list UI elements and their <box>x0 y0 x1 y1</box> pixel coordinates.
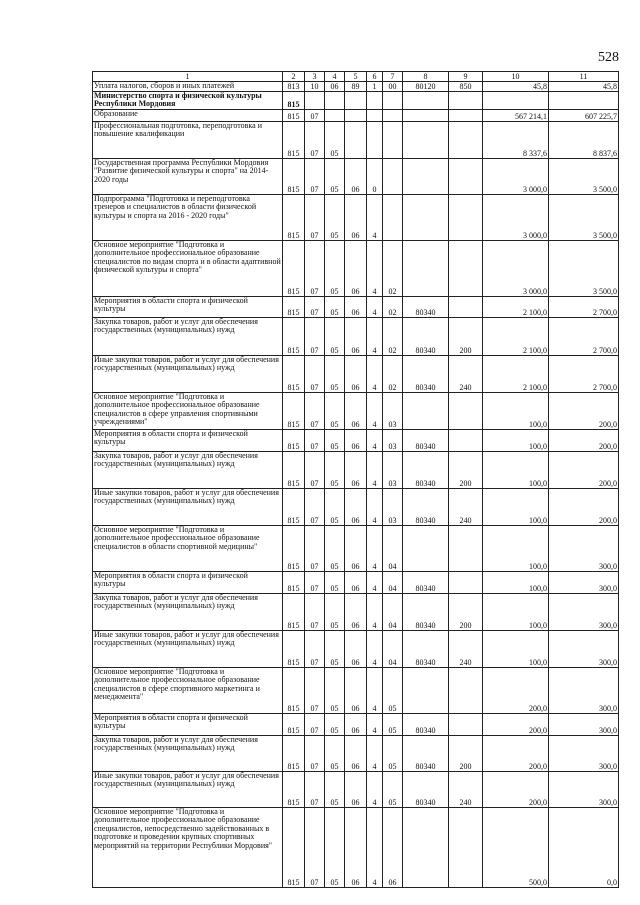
code-subprogram <box>367 92 383 110</box>
code-direction: 80340 <box>403 297 449 318</box>
amount-col-10: 3 000,0 <box>483 241 549 297</box>
code-subprogram: 4 <box>367 452 383 489</box>
code-section <box>305 92 325 110</box>
code-program: 06 <box>345 195 367 241</box>
code-program: 06 <box>345 297 367 318</box>
amount-col-10: 567 214,1 <box>483 110 549 122</box>
code-expense-type: 200 <box>449 736 483 772</box>
code-direction <box>403 668 449 714</box>
code-section: 07 <box>305 110 325 122</box>
amount-col-11: 200,0 <box>549 430 619 452</box>
table-row <box>93 736 619 772</box>
code-expense-type: 200 <box>449 594 483 631</box>
column-header-5: 5 <box>345 72 367 82</box>
code-program: 06 <box>345 356 367 393</box>
row-name: Уплата налогов, сборов и иных платежей <box>93 82 283 92</box>
code-event: 02 <box>383 356 403 393</box>
code-expense-type <box>449 159 483 195</box>
code-event: 02 <box>383 318 403 356</box>
table-row <box>93 594 619 631</box>
code-program: 06 <box>345 318 367 356</box>
code-direction <box>403 808 449 888</box>
code-direction <box>403 159 449 195</box>
code-direction <box>403 393 449 430</box>
code-program: 06 <box>345 631 367 668</box>
code-subprogram: 4 <box>367 572 383 594</box>
table-row <box>93 714 619 736</box>
table-row <box>93 318 619 356</box>
table-row <box>93 668 619 714</box>
code-program: 06 <box>345 808 367 888</box>
code-expense-type: 240 <box>449 631 483 668</box>
code-kvsr: 815 <box>283 393 305 430</box>
code-event: 06 <box>383 808 403 888</box>
code-expense-type <box>449 526 483 572</box>
code-subprogram: 4 <box>367 241 383 297</box>
row-name: Иные закупки товаров, работ и услуг для обеспечения государственных (муниципальных) нужд <box>93 356 283 393</box>
table-row <box>93 195 619 241</box>
code-event: 03 <box>383 393 403 430</box>
code-event: 04 <box>383 572 403 594</box>
code-kvsr: 815 <box>283 110 305 122</box>
code-subprogram: 4 <box>367 736 383 772</box>
code-expense-type <box>449 808 483 888</box>
code-subprogram: 4 <box>367 297 383 318</box>
code-section: 07 <box>305 356 325 393</box>
code-direction: 80340 <box>403 572 449 594</box>
code-kvsr: 815 <box>283 808 305 888</box>
code-kvsr: 813 <box>283 82 305 92</box>
code-program: 06 <box>345 489 367 526</box>
table-row <box>93 631 619 668</box>
row-name: Иные закупки товаров, работ и услуг для обеспечения государственных (муниципальных) нужд <box>93 489 283 526</box>
amount-col-10: 200,0 <box>483 668 549 714</box>
amount-col-11 <box>549 92 619 110</box>
code-section: 07 <box>305 297 325 318</box>
code-subsection: 05 <box>325 572 345 594</box>
code-program: 06 <box>345 241 367 297</box>
code-expense-type: 850 <box>449 82 483 92</box>
code-subprogram: 4 <box>367 489 383 526</box>
code-subsection: 05 <box>325 430 345 452</box>
amount-col-11: 300,0 <box>549 631 619 668</box>
header-row <box>93 72 619 82</box>
code-expense-type <box>449 122 483 159</box>
code-subsection <box>325 110 345 122</box>
code-kvsr: 815 <box>283 772 305 808</box>
table-row <box>93 572 619 594</box>
code-kvsr: 815 <box>283 297 305 318</box>
table-row <box>93 430 619 452</box>
code-program: 06 <box>345 594 367 631</box>
code-event: 03 <box>383 430 403 452</box>
code-expense-type <box>449 572 483 594</box>
code-subsection: 05 <box>325 526 345 572</box>
code-kvsr: 815 <box>283 452 305 489</box>
code-kvsr: 815 <box>283 356 305 393</box>
code-program: 06 <box>345 526 367 572</box>
code-direction <box>403 195 449 241</box>
amount-col-10: 100,0 <box>483 430 549 452</box>
table-body <box>93 72 619 888</box>
amount-col-11: 200,0 <box>549 452 619 489</box>
column-header-6: 6 <box>367 72 383 82</box>
row-name: Закупка товаров, работ и услуг для обеспечения государственных (муниципальных) нужд <box>93 318 283 356</box>
column-header-1: 1 <box>93 72 283 82</box>
row-name: Основное мероприятие "Подготовка и дополнительное профессиональное образование специалистов по видам спорта и в области адаптивной физической культуры и спорта" <box>93 241 283 297</box>
row-name: Основное мероприятие "Подготовка и дополнительное профессиональное образование специалистов в области спортивной медицины" <box>93 526 283 572</box>
code-subsection: 05 <box>325 668 345 714</box>
code-section: 07 <box>305 159 325 195</box>
code-subsection: 05 <box>325 318 345 356</box>
amount-col-11: 3 500,0 <box>549 195 619 241</box>
code-event <box>383 159 403 195</box>
code-subprogram: 4 <box>367 526 383 572</box>
code-expense-type: 200 <box>449 452 483 489</box>
table-row <box>93 92 619 110</box>
code-section: 07 <box>305 631 325 668</box>
code-subsection: 05 <box>325 489 345 526</box>
table-row <box>93 159 619 195</box>
code-subsection: 05 <box>325 159 345 195</box>
code-subsection: 05 <box>325 122 345 159</box>
code-direction: 80340 <box>403 736 449 772</box>
code-program: 06 <box>345 393 367 430</box>
code-subprogram: 4 <box>367 631 383 668</box>
code-direction <box>403 122 449 159</box>
code-subprogram <box>367 122 383 159</box>
code-direction: 80340 <box>403 594 449 631</box>
row-name: Иные закупки товаров, работ и услуг для обеспечения государственных (муниципальных) нужд <box>93 631 283 668</box>
amount-col-11: 2 700,0 <box>549 356 619 393</box>
code-subsection: 05 <box>325 594 345 631</box>
table-row <box>93 356 619 393</box>
amount-col-10: 200,0 <box>483 736 549 772</box>
code-direction <box>403 110 449 122</box>
row-name: Закупка товаров, работ и услуг для обеспечения государственных (муниципальных) нужд <box>93 594 283 631</box>
amount-col-10: 100,0 <box>483 393 549 430</box>
code-direction <box>403 526 449 572</box>
code-section: 07 <box>305 195 325 241</box>
amount-col-10: 100,0 <box>483 594 549 631</box>
code-kvsr: 815 <box>283 159 305 195</box>
table-row <box>93 110 619 122</box>
code-program: 89 <box>345 82 367 92</box>
code-subprogram: 4 <box>367 318 383 356</box>
code-kvsr: 815 <box>283 122 305 159</box>
code-direction: 80340 <box>403 318 449 356</box>
code-kvsr: 815 <box>283 489 305 526</box>
amount-col-10: 100,0 <box>483 452 549 489</box>
code-kvsr: 815 <box>283 92 305 110</box>
code-event <box>383 110 403 122</box>
table-row <box>93 122 619 159</box>
code-section: 07 <box>305 572 325 594</box>
amount-col-10: 2 100,0 <box>483 318 549 356</box>
amount-col-11: 45,8 <box>549 82 619 92</box>
amount-col-11: 0,0 <box>549 808 619 888</box>
page-number: 528 <box>598 50 619 65</box>
code-kvsr: 815 <box>283 241 305 297</box>
budget-table <box>92 71 619 888</box>
code-direction: 80340 <box>403 356 449 393</box>
column-header-3: 3 <box>305 72 325 82</box>
code-expense-type: 240 <box>449 356 483 393</box>
amount-col-11: 2 700,0 <box>549 318 619 356</box>
code-subprogram <box>367 110 383 122</box>
amount-col-10: 200,0 <box>483 714 549 736</box>
row-name: Основное мероприятие "Подготовка и дополнительное профессиональное образование специалистов в сфере управления спортивными учреждениями" <box>93 393 283 430</box>
code-expense-type: 240 <box>449 489 483 526</box>
code-event: 02 <box>383 297 403 318</box>
code-subprogram: 4 <box>367 668 383 714</box>
code-subsection: 05 <box>325 393 345 430</box>
code-subsection: 05 <box>325 297 345 318</box>
code-kvsr: 815 <box>283 714 305 736</box>
code-expense-type <box>449 393 483 430</box>
code-program: 06 <box>345 572 367 594</box>
code-direction: 80340 <box>403 430 449 452</box>
code-program: 06 <box>345 714 367 736</box>
amount-col-11: 3 500,0 <box>549 159 619 195</box>
row-name: Иные закупки товаров, работ и услуг для обеспечения государственных (муниципальных) нужд <box>93 772 283 808</box>
code-program: 06 <box>345 668 367 714</box>
code-expense-type <box>449 714 483 736</box>
code-event <box>383 122 403 159</box>
code-section: 07 <box>305 318 325 356</box>
code-expense-type <box>449 241 483 297</box>
code-event: 05 <box>383 736 403 772</box>
code-section: 10 <box>305 82 325 92</box>
amount-col-11: 3 500,0 <box>549 241 619 297</box>
amount-col-10 <box>483 92 549 110</box>
code-expense-type <box>449 297 483 318</box>
code-event <box>383 195 403 241</box>
code-section: 07 <box>305 452 325 489</box>
code-direction: 80340 <box>403 772 449 808</box>
table-row <box>93 393 619 430</box>
amount-col-10: 8 337,6 <box>483 122 549 159</box>
code-section: 07 <box>305 393 325 430</box>
amount-col-11: 300,0 <box>549 736 619 772</box>
code-subsection: 05 <box>325 736 345 772</box>
code-section: 07 <box>305 736 325 772</box>
row-name: Мероприятия в области спорта и физической культуры <box>93 572 283 594</box>
code-subsection: 05 <box>325 631 345 668</box>
code-event: 04 <box>383 631 403 668</box>
row-name: Мероприятия в области спорта и физической культуры <box>93 714 283 736</box>
code-kvsr: 815 <box>283 526 305 572</box>
amount-col-11: 300,0 <box>549 714 619 736</box>
row-name: Профессиональная подготовка, переподготовка и повышение квалификации <box>93 122 283 159</box>
column-header-7: 7 <box>383 72 403 82</box>
code-subprogram: 0 <box>367 159 383 195</box>
code-section: 07 <box>305 772 325 808</box>
amount-col-11: 8 837,6 <box>549 122 619 159</box>
row-name: Мероприятия в области спорта и физической культуры <box>93 430 283 452</box>
code-section: 07 <box>305 668 325 714</box>
code-subsection: 05 <box>325 772 345 808</box>
code-subprogram: 4 <box>367 356 383 393</box>
row-name: Государственная программа Республики Мордовия "Развитие физической культуры и спорта" на 2014-2020 годы <box>93 159 283 195</box>
table-row <box>93 489 619 526</box>
code-expense-type <box>449 195 483 241</box>
code-subsection: 05 <box>325 356 345 393</box>
code-section: 07 <box>305 808 325 888</box>
code-section: 07 <box>305 241 325 297</box>
amount-col-11: 300,0 <box>549 772 619 808</box>
code-subprogram: 4 <box>367 772 383 808</box>
code-direction: 80340 <box>403 489 449 526</box>
code-subprogram: 1 <box>367 82 383 92</box>
code-kvsr: 815 <box>283 736 305 772</box>
amount-col-10: 100,0 <box>483 572 549 594</box>
code-direction: 80340 <box>403 714 449 736</box>
code-event: 05 <box>383 772 403 808</box>
amount-col-10: 3 000,0 <box>483 159 549 195</box>
table-row <box>93 772 619 808</box>
amount-col-11: 300,0 <box>549 594 619 631</box>
code-direction <box>403 92 449 110</box>
column-header-11: 11 <box>549 72 619 82</box>
amount-col-11: 300,0 <box>549 526 619 572</box>
table-row <box>93 452 619 489</box>
code-direction <box>403 241 449 297</box>
table-row <box>93 241 619 297</box>
column-header-4: 4 <box>325 72 345 82</box>
amount-col-10: 100,0 <box>483 526 549 572</box>
amount-col-11: 200,0 <box>549 489 619 526</box>
code-program <box>345 122 367 159</box>
amount-col-10: 3 000,0 <box>483 195 549 241</box>
code-kvsr: 815 <box>283 631 305 668</box>
code-program <box>345 92 367 110</box>
table-row <box>93 82 619 92</box>
code-program <box>345 110 367 122</box>
code-program: 06 <box>345 772 367 808</box>
code-event: 02 <box>383 241 403 297</box>
column-header-8: 8 <box>403 72 449 82</box>
table-row <box>93 526 619 572</box>
code-expense-type <box>449 430 483 452</box>
code-subsection: 05 <box>325 195 345 241</box>
row-name: Образование <box>93 110 283 122</box>
amount-col-11: 200,0 <box>549 393 619 430</box>
amount-col-10: 2 100,0 <box>483 297 549 318</box>
code-subprogram: 4 <box>367 195 383 241</box>
code-event: 05 <box>383 714 403 736</box>
code-expense-type: 240 <box>449 772 483 808</box>
amount-col-11: 607 225,7 <box>549 110 619 122</box>
column-header-10: 10 <box>483 72 549 82</box>
code-event: 03 <box>383 489 403 526</box>
code-kvsr: 815 <box>283 668 305 714</box>
code-kvsr: 815 <box>283 572 305 594</box>
code-kvsr: 815 <box>283 594 305 631</box>
code-subprogram: 4 <box>367 393 383 430</box>
table-row <box>93 808 619 888</box>
amount-col-10: 45,8 <box>483 82 549 92</box>
code-section: 07 <box>305 526 325 572</box>
code-event: 04 <box>383 526 403 572</box>
row-name: Мероприятия в области спорта и физической культуры <box>93 297 283 318</box>
code-expense-type <box>449 110 483 122</box>
amount-col-10: 100,0 <box>483 631 549 668</box>
code-program: 06 <box>345 430 367 452</box>
code-event: 00 <box>383 82 403 92</box>
code-subsection: 06 <box>325 82 345 92</box>
row-name: Закупка товаров, работ и услуг для обеспечения государственных (муниципальных) нужд <box>93 736 283 772</box>
table-row <box>93 297 619 318</box>
code-direction: 80340 <box>403 452 449 489</box>
row-name: Министерство спорта и физической культуры Республики Мордовия <box>93 92 283 110</box>
amount-col-11: 300,0 <box>549 668 619 714</box>
row-name: Подпрограмма "Подготовка и переподготовка тренеров и специалистов в области физической культуры и спорта на 2016 - 2020 годы" <box>93 195 283 241</box>
code-kvsr: 815 <box>283 195 305 241</box>
code-subsection: 05 <box>325 452 345 489</box>
amount-col-11: 2 700,0 <box>549 297 619 318</box>
code-section: 07 <box>305 489 325 526</box>
code-program: 06 <box>345 452 367 489</box>
code-event: 03 <box>383 452 403 489</box>
code-event: 05 <box>383 668 403 714</box>
code-kvsr: 815 <box>283 318 305 356</box>
code-subsection: 05 <box>325 241 345 297</box>
code-program: 06 <box>345 159 367 195</box>
code-subsection: 05 <box>325 808 345 888</box>
amount-col-10: 2 100,0 <box>483 356 549 393</box>
code-expense-type: 200 <box>449 318 483 356</box>
code-program: 06 <box>345 736 367 772</box>
code-event: 04 <box>383 594 403 631</box>
row-name: Закупка товаров, работ и услуг для обеспечения государственных (муниципальных) нужд <box>93 452 283 489</box>
column-header-2: 2 <box>283 72 305 82</box>
amount-col-10: 500,0 <box>483 808 549 888</box>
amount-col-10: 200,0 <box>483 772 549 808</box>
amount-col-11: 300,0 <box>549 572 619 594</box>
column-header-9: 9 <box>449 72 483 82</box>
code-subsection: 05 <box>325 714 345 736</box>
code-direction: 80120 <box>403 82 449 92</box>
row-name: Основное мероприятие "Подготовка и дополнительное профессиональное образование специалистов в сфере спортивного маркетинга и менеджмента" <box>93 668 283 714</box>
row-name: Основное мероприятие "Подготовка и дополнительное профессиональное образование специалистов, непосредственно задействованных в подготовке и проведении крупных спортивных мероприятий на территории Республики Мордовия" <box>93 808 283 888</box>
code-event <box>383 92 403 110</box>
amount-col-10: 100,0 <box>483 489 549 526</box>
code-section: 07 <box>305 714 325 736</box>
code-expense-type <box>449 92 483 110</box>
code-section: 07 <box>305 430 325 452</box>
code-expense-type <box>449 668 483 714</box>
code-subprogram: 4 <box>367 808 383 888</box>
code-direction: 80340 <box>403 631 449 668</box>
code-subprogram: 4 <box>367 430 383 452</box>
code-subprogram: 4 <box>367 594 383 631</box>
code-section: 07 <box>305 122 325 159</box>
code-kvsr: 815 <box>283 430 305 452</box>
code-subprogram: 4 <box>367 714 383 736</box>
code-subsection <box>325 92 345 110</box>
code-section: 07 <box>305 594 325 631</box>
